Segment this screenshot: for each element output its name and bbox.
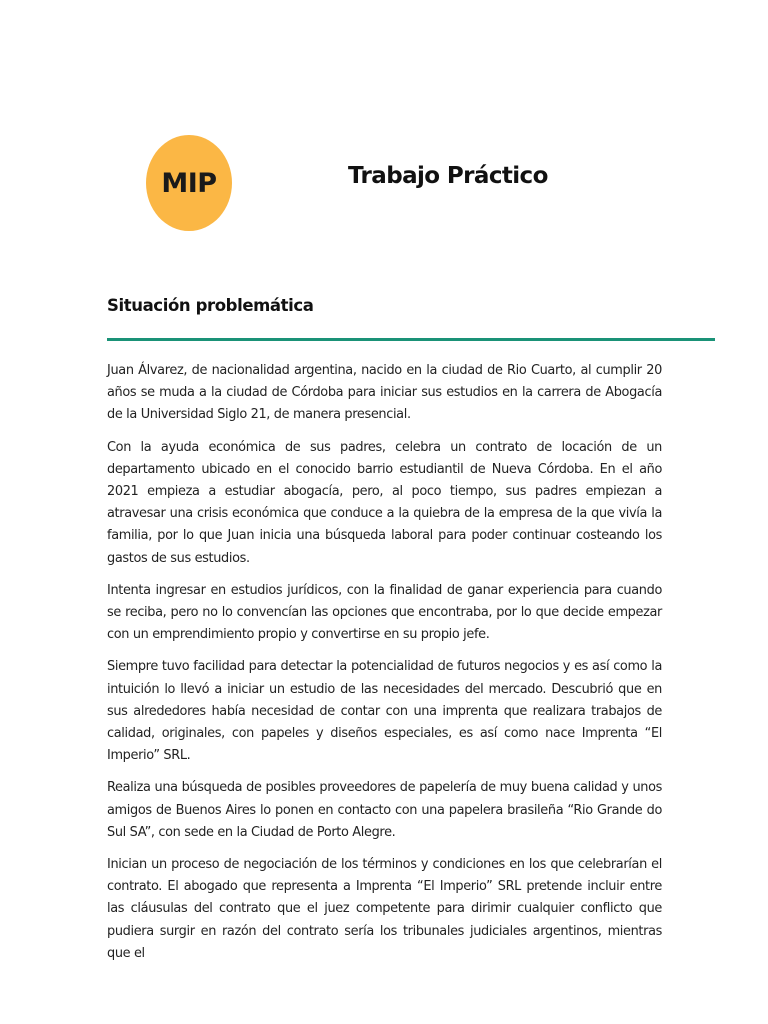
- body-text: [107, 360, 662, 975]
- mip-logo: [146, 135, 232, 231]
- section-divider: [107, 338, 715, 341]
- paragraph: Juan Álvarez, de nacionalidad argentina, nacido en la ciudad de Rio Cuarto, al cumplir 20 años se muda a la ciudad de Córdoba para iniciar sus estudios en la carrera de Abogacía de la Universidad Siglo 21, de manera presencial.: [107, 363, 662, 423]
- paragraph: Siempre tuvo facilidad para detectar la potencialidad de futuros negocios y es así como la intuición lo llevó a iniciar un estudio de las necesidades del mercado. Descubrió que en sus alrededores había necesidad de contar con una imprenta que realizara trabajos de calidad, originales, con papeles y diseños especiales, es así como nace Imprenta “El Imperio” SRL.: [107, 659, 662, 764]
- paragraph: Inician un proceso de negociación de los términos y condiciones en los que celebrarían el contrato. El abogado que representa a Imprenta “El Imperio” SRL pretende incluir entre las cláusulas del contrato que el juez competente para dirimir cualquier conflicto que pudiera surgir en razón del contrato sería los tribunales judiciales argentinos, mientras que el: [107, 857, 662, 961]
- page-title: Trabajo Práctico: [348, 163, 548, 189]
- logo-text: MIP: [161, 167, 217, 199]
- paragraph: Con la ayuda económica de sus padres, celebra un contrato de locación de un departamento ubicado en el conocido barrio estudiantil de Nueva Córdoba. En el año 2021 empieza a estudiar abogacía, pero, al poco tiempo, sus padres empiezan a atravesar una crisis económica que conduce a la quiebra de la empresa de la que vivía la familia, por lo que Juan inicia una búsqueda laboral para poder continuar costeando los gastos de sus estudios.: [107, 439, 662, 566]
- section-heading: Situación problemática: [107, 296, 314, 315]
- paragraph: Intenta ingresar en estudios jurídicos, con la finalidad de ganar experiencia para cuando se reciba, pero no lo convencían las opciones que encontraba, por lo que decide empezar con un emprendimiento propio y convertirse en su propio jefe.: [107, 582, 662, 643]
- paragraph: Realiza una búsqueda de posibles proveedores de papelería de muy buena calidad y unos amigos de Buenos Aires lo ponen en contacto con una papelera brasileña “Rio Grande do Sul SA”, con sede en la Ciudad de Porto Alegre.: [107, 780, 662, 840]
